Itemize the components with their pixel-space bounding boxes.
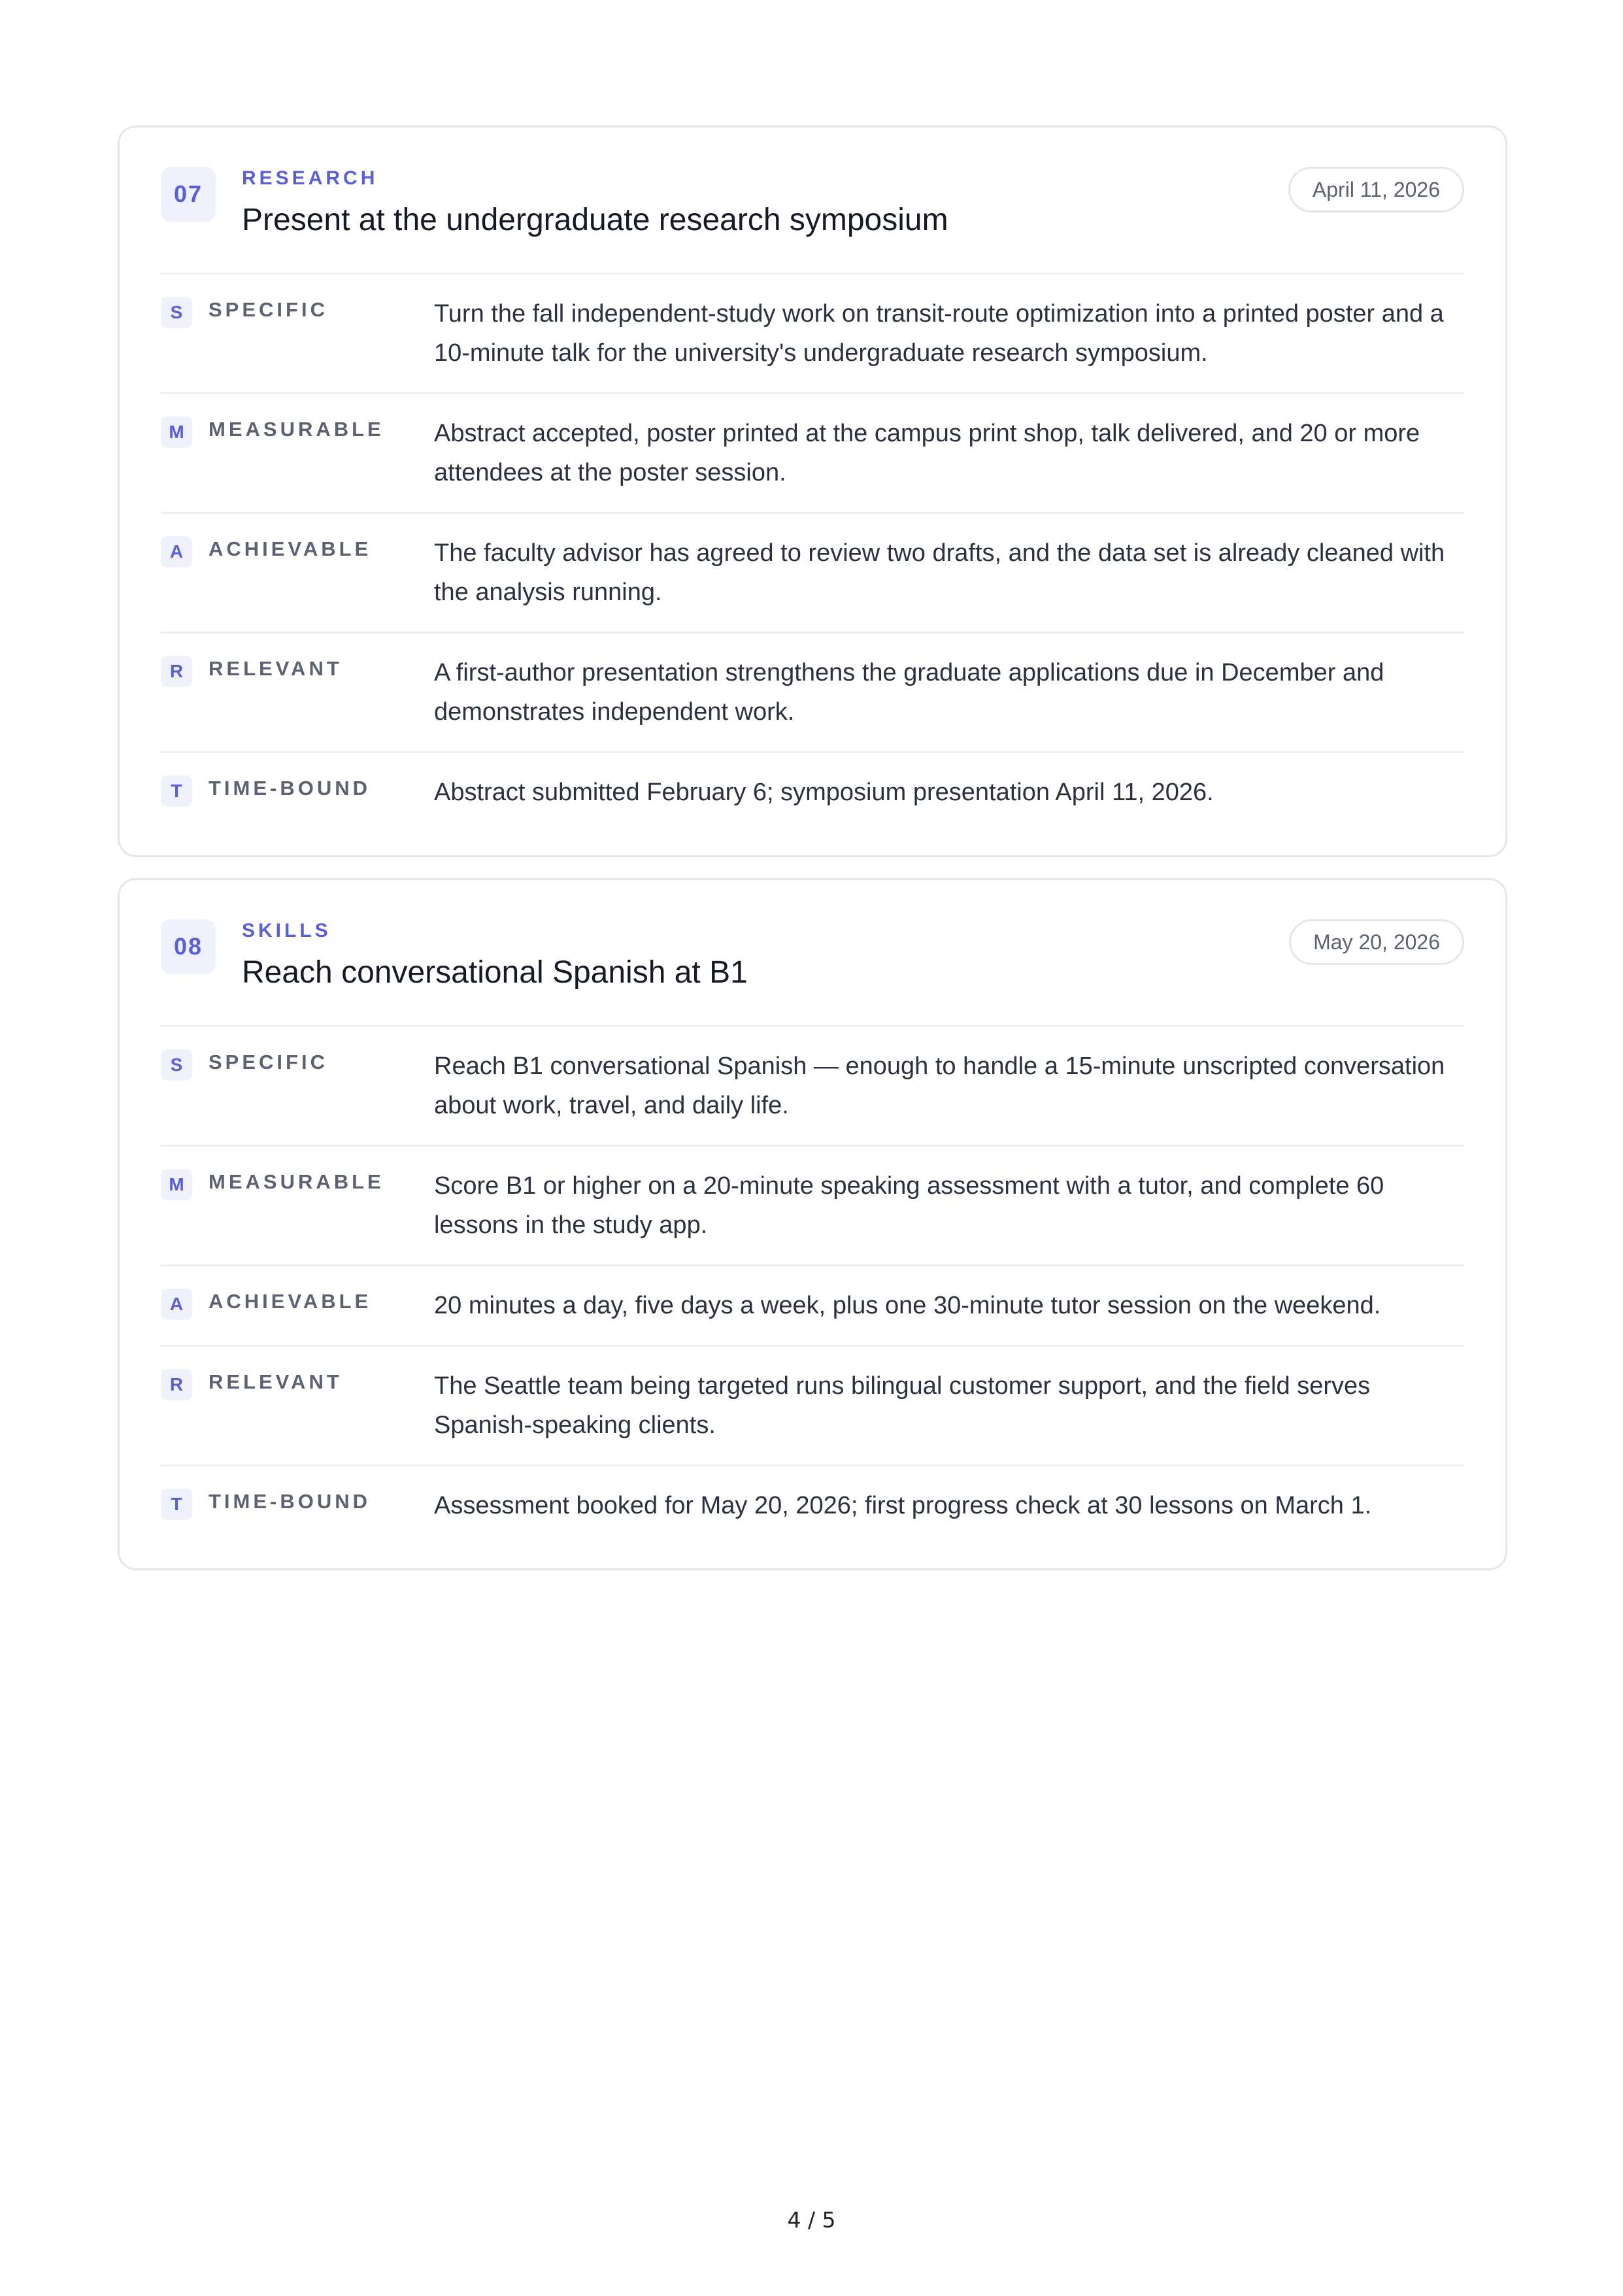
criterion-row-achievable [161, 514, 1464, 633]
goal-number-badge: 07 [161, 167, 216, 222]
criterion-letter-badge: A [161, 1289, 192, 1320]
criterion-row-measurable [161, 1147, 1464, 1266]
goal-card-header [161, 167, 1464, 275]
goal-category: RESEARCH [242, 167, 378, 189]
criterion-label: ACHIEVABLE [209, 1290, 372, 1313]
criterion-text: Assessment booked for May 20, 2026; first progress check at 30 lessons on March 1. [434, 1492, 1372, 1519]
criterion-row-time-bound [161, 753, 1464, 832]
criterion-label-group [161, 773, 434, 812]
criterion-letter-badge: M [161, 1169, 192, 1200]
page-number: 4 / 5 [787, 2207, 836, 2233]
criterion-letter-badge: S [161, 297, 192, 328]
criterion-letter-badge: T [161, 1489, 192, 1520]
criterion-letter-badge: R [161, 656, 192, 687]
smart-criteria-list [161, 275, 1464, 832]
criterion-text: Abstract accepted, poster printed at the campus print shop, talk delivered, and 20 or more attendees at the poster session. [434, 420, 1420, 486]
criterion-label: TIME-BOUND [209, 777, 371, 800]
goal-card [118, 878, 1507, 1570]
criterion-text: Score B1 or higher on a 20-minute speaking assessment with a tutor, and complete 60 lessons in the study app. [434, 1172, 1384, 1239]
criterion-text: A first-author presentation strengthens the graduate applications due in December and demonstrates independent work. [434, 659, 1384, 726]
criterion-label: ACHIEVABLE [209, 537, 372, 560]
criterion-text: The Seattle team being targeted runs bilingual customer support, and the field serves Spanish-speaking clients. [434, 1372, 1371, 1439]
criterion-row-specific [161, 275, 1464, 394]
criterion-row-specific [161, 1027, 1464, 1147]
goal-card [118, 126, 1507, 857]
criterion-label: MEASURABLE [209, 418, 384, 441]
criterion-label-group [161, 294, 434, 373]
criterion-letter-badge: S [161, 1049, 192, 1081]
criterion-row-time-bound [161, 1466, 1464, 1545]
goal-date-badge: April 11, 2026 [1288, 167, 1464, 212]
criterion-label: TIME-BOUND [209, 1490, 371, 1513]
criterion-label-group [161, 1486, 434, 1525]
criterion-row-achievable [161, 1266, 1464, 1347]
criterion-text: 20 minutes a day, five days a week, plus one 30-minute tutor session on the weekend. [434, 1292, 1381, 1319]
goal-card-header [161, 919, 1464, 1027]
goal-number-badge: 08 [161, 919, 216, 974]
criterion-label: MEASURABLE [209, 1170, 384, 1193]
goal-title: Present at the undergraduate research symposium [242, 203, 948, 237]
criterion-label-group [161, 1366, 434, 1445]
criterion-text: Turn the fall independent-study work on transit-route optimization into a printed poster and a 10-minute talk for the university's undergraduate research symposium. [434, 300, 1444, 367]
criterion-label-group [161, 1166, 434, 1245]
criterion-label-group [161, 1286, 434, 1325]
criterion-row-relevant [161, 1347, 1464, 1466]
goal-title: Reach conversational Spanish at B1 [242, 955, 748, 990]
criterion-label-group [161, 414, 434, 492]
criterion-row-measurable [161, 394, 1464, 514]
criterion-row-relevant [161, 633, 1464, 753]
criterion-letter-badge: R [161, 1369, 192, 1400]
goal-category: SKILLS [242, 920, 331, 941]
criterion-label-group [161, 1047, 434, 1125]
criterion-label: RELEVANT [209, 1370, 343, 1393]
goal-date-badge: May 20, 2026 [1289, 919, 1464, 965]
criterion-label: SPECIFIC [209, 298, 328, 321]
criterion-letter-badge: A [161, 536, 192, 567]
criterion-text: Reach B1 conversational Spanish — enough to handle a 15-minute unscripted conversation about work, travel, and daily life. [434, 1053, 1445, 1119]
criterion-letter-badge: M [161, 416, 192, 448]
criterion-label: SPECIFIC [209, 1051, 328, 1073]
criterion-text: The faculty advisor has agreed to review two drafts, and the data set is already cleaned with the analysis running. [434, 539, 1445, 606]
smart-criteria-list [161, 1027, 1464, 1545]
criterion-text: Abstract submitted February 6; symposium presentation April 11, 2026. [434, 779, 1214, 806]
criterion-label-group [161, 533, 434, 612]
criterion-letter-badge: T [161, 775, 192, 807]
criterion-label-group [161, 653, 434, 732]
criterion-label: RELEVANT [209, 657, 343, 680]
